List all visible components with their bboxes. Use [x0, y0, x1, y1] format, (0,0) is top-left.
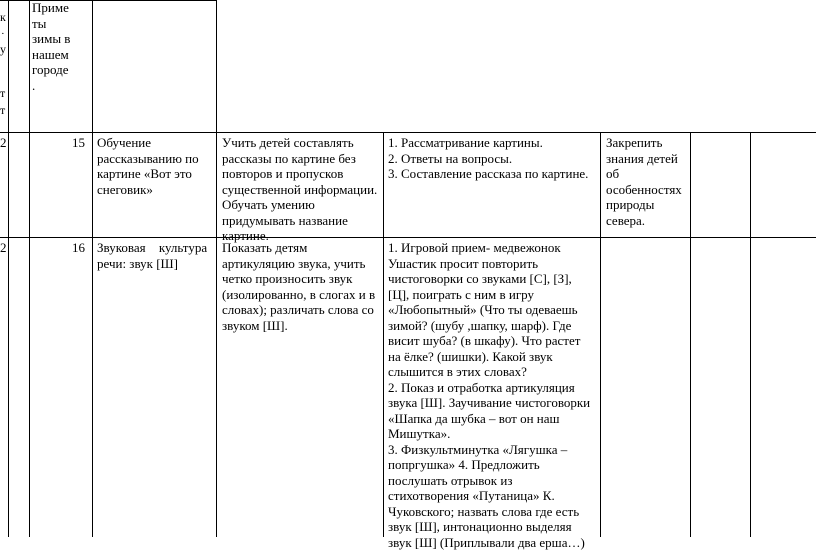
column-rule: [29, 0, 30, 537]
column-rule: [216, 0, 217, 537]
row1-col1-fragment: у: [0, 42, 6, 56]
table-rule: [0, 132, 816, 133]
row3-week-number: 2: [0, 240, 7, 255]
row2-goal: Учить детей составлять рассказы по картине без повторов и пропусков существенной информации. Обучать умению придумывать название картине.: [222, 135, 378, 243]
column-rule: [383, 132, 384, 537]
row1-col1-fragment: к: [0, 10, 6, 24]
table-rule: [0, 237, 816, 238]
column-rule: [690, 132, 691, 537]
row3-goal: Показать детям артикуляцию звука, учить четко произносить звук (изолированно, в слогах и в словах); различать слова со звуком [Ш].: [222, 240, 376, 333]
row2-reinforcement: Закрепить знания детей об особенностях природы севера.: [606, 135, 682, 228]
row1-col1-fragment: т: [0, 86, 6, 100]
winter-signs-header: Приме ты зимы в нашем городе .: [32, 0, 71, 93]
column-rule: [92, 0, 93, 537]
column-rule: [600, 132, 601, 537]
row3-topic: Звуковая культура речи: звук [Ш]: [97, 240, 208, 271]
row1-col1-fragment: т: [0, 103, 6, 117]
column-rule: [750, 132, 751, 537]
row2-lesson-number: 15: [72, 135, 85, 150]
row2-activities: 1. Рассматривание картины. 2. Ответы на вопросы. 3. Составление рассказа по картине.: [388, 135, 589, 181]
column-rule: [8, 0, 9, 537]
row2-week-number: 2: [0, 135, 7, 150]
row3-lesson-number: 16: [72, 240, 85, 255]
row1-col1-fragment: ·: [1, 28, 5, 40]
row2-topic: Обучение рассказыванию по картине «Вот это снеговик»: [97, 135, 199, 197]
row3-activities: 1. Игровой прием- медвежонок Ушастик просит повторить чистоговорки со звуками [С], [З], [Ц], поиграть с ним в игру «Любопытный» (Что ты одеваешь зимой? (шубу ,шапку, шарф). Где висит шуба? (в шкафу). Что растет на ёлке? (шишки). Какой звук слышится в этих словах? 2. Показ и отработка артикуляция звука [Ш]. Заучивание чистоговорки «Шапка да шубка – вот он наш Мишутка». 3. Физкультминутка «Лягушка – попргушка» 4. Предложить послушать отрывок из стихотворения «Путаница» К. Чуковского; назвать слова где есть звук [Ш], интонационно выделяя звук [Ш] (Приплывали два ерша…): [388, 240, 591, 550]
